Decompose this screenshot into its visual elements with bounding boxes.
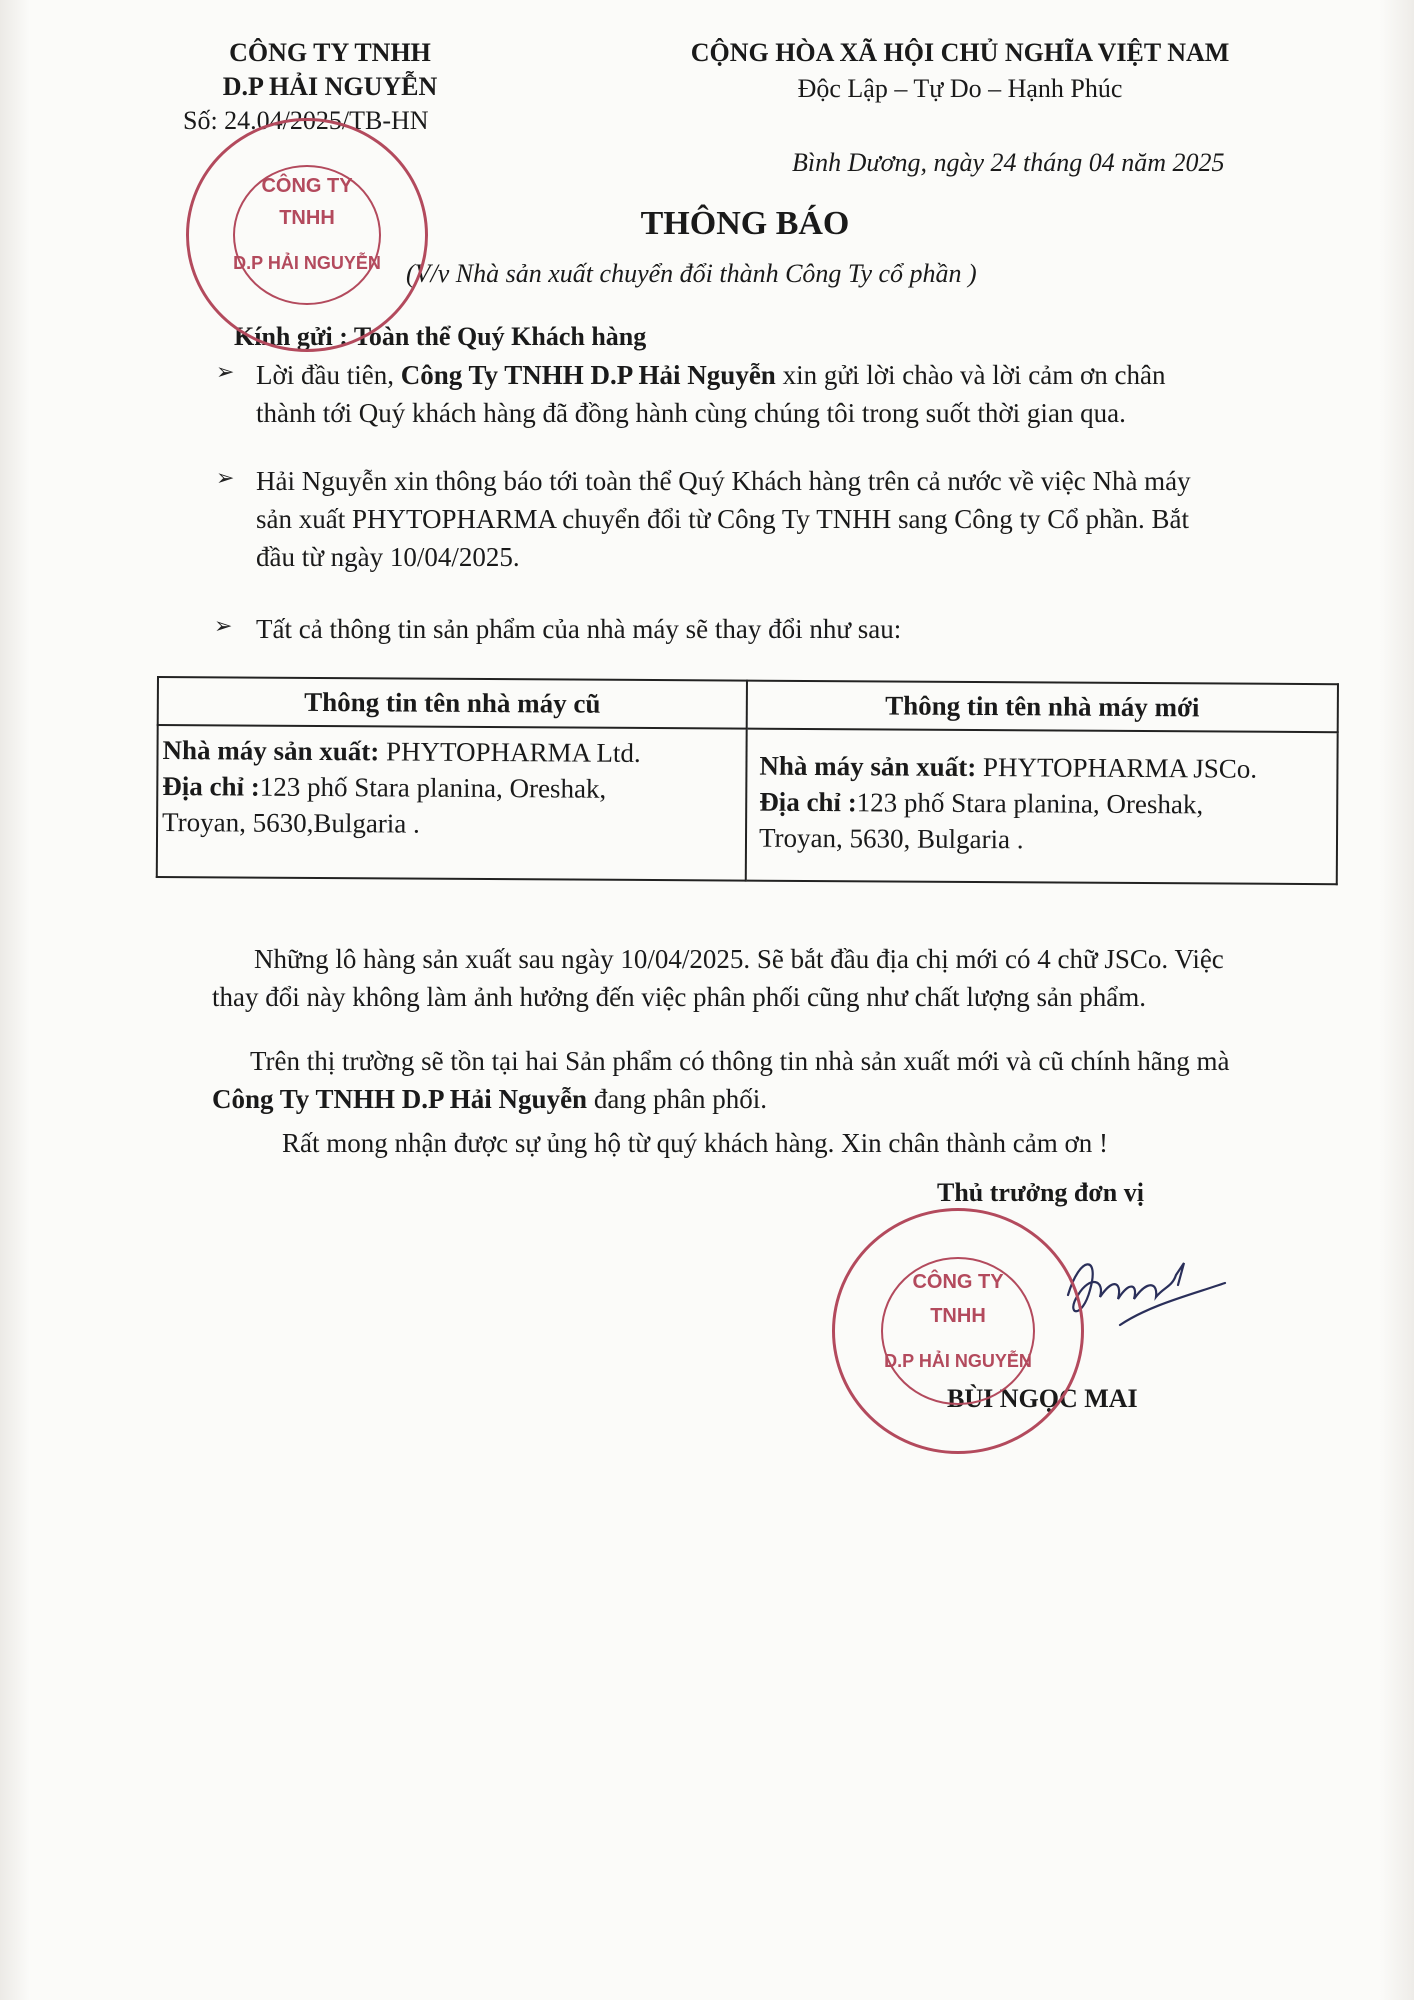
nation-title: CỘNG HÒA XÃ HỘI CHỦ NGHĨA VIỆT NAM <box>690 38 1230 67</box>
seal-top-line2: TNHH <box>279 207 335 229</box>
bullet-2-line1: Hải Nguyễn xin thông báo tới toàn thể Quý Khách hàng trên cả nước về việc Nhà máy <box>256 466 1191 496</box>
handwritten-signature-icon <box>1060 1235 1230 1355</box>
bullet-arrow-icon: ➢ <box>214 613 233 638</box>
company-name-line1: CÔNG TY TNHH <box>229 38 431 67</box>
table-header-row <box>158 677 1338 732</box>
paragraph-1-line1: Những lô hàng sản xuất sau ngày 10/04/2025. Sẽ bắt đầu địa chị mới có 4 chữ JSCo. Việc <box>254 944 1224 974</box>
seal-bottom-line3: D.P HẢI NGUYỄN <box>884 1351 1032 1371</box>
old-address-line: Địa chỉ :123 phố Stara planina, Oreshak, <box>162 771 607 804</box>
seal-top-line1: CÔNG TY <box>261 175 353 197</box>
factory-info-table <box>156 676 1339 885</box>
paragraph-3: Rất mong nhận được sự ủng hộ từ quý khách hàng. Xin chân thành cảm ơn ! <box>282 1128 1109 1158</box>
paragraph-2-line1: Trên thị trường sẽ tồn tại hai Sản phẩm có thông tin nhà sản xuất mới và cũ chính hãng mà <box>250 1046 1230 1076</box>
seal-bottom-line2: TNHH <box>930 1305 986 1327</box>
paragraph-1-line2: thay đổi này không làm ảnh hưởng đến việc phân phối cũng như chất lượng sản phẩm. <box>212 982 1147 1012</box>
company-seal-top <box>186 118 428 352</box>
paragraph-2-line2: Công Ty TNHH D.P Hải Nguyễn đang phân phối. <box>212 1084 768 1114</box>
bullet-2-line3: đầu từ ngày 10/04/2025. <box>256 542 520 572</box>
document-number: Số: 24.04/2025/TB-HN <box>183 106 429 135</box>
national-motto: Độc Lập – Tự Do – Hạnh Phúc <box>797 74 1123 103</box>
bullet-1-line2: thành tới Quý khách hàng đã đồng hành cùng chúng tôi trong suốt thời gian qua. <box>256 398 1126 428</box>
salutation: Kính gửi : Toàn thể Quý Khách hàng <box>234 322 647 351</box>
seal-top-line3: D.P HẢI NGUYỄN <box>233 253 381 273</box>
place-date: Bình Dương, ngày 24 tháng 04 năm 2025 <box>792 148 1225 177</box>
company-name-line2: D.P HẢI NGUYỄN <box>222 72 438 101</box>
old-factory-line: Nhà máy sản xuất: PHYTOPHARMA Ltd. <box>162 735 641 768</box>
old-address-line2: Troyan, 5630,Bulgaria . <box>162 807 420 839</box>
bullet-1-line1: Lời đầu tiên, Công Ty TNHH D.P Hải Nguyễn xin gửi lời chào và lời cảm ơn chân <box>256 360 1166 390</box>
bullet-3-line1: Tất cả thông tin sản phẩm của nhà máy sẽ thay đổi như sau: <box>256 614 902 644</box>
seal-bottom-line1: CÔNG TY <box>912 1271 1004 1293</box>
old-factory-cell <box>157 725 747 881</box>
new-factory-line: Nhà máy sản xuất: PHYTOPHARMA JSCo. <box>759 750 1258 784</box>
new-address-line2: Troyan, 5630, Bulgaria . <box>758 822 1024 855</box>
bullet-arrow-icon: ➢ <box>216 465 235 490</box>
bullet-arrow-icon: ➢ <box>216 359 235 384</box>
signatory-role: Thủ trưởng đơn vị <box>937 1178 1144 1207</box>
bullet-2-line2: sản xuất PHYTOPHARMA chuyển đổi từ Công Ty TNHH sang Công ty Cổ phần. Bắt <box>256 504 1190 534</box>
company-seal-bottom <box>832 1208 1084 1454</box>
signatory-name: BÙI NGỌC MAI <box>947 1384 1138 1413</box>
table-header-old: Thông tin tên nhà máy cũ <box>158 677 747 729</box>
new-factory-cell <box>746 729 1338 885</box>
document-subtitle: (V/v Nhà sản xuất chuyển đổi thành Công Ty cổ phần ) <box>406 259 977 288</box>
table-row <box>157 725 1338 884</box>
table-header-new: Thông tin tên nhà máy mới <box>747 681 1338 733</box>
document-title: THÔNG BÁO <box>640 205 850 242</box>
new-address-line: Địa chỉ :123 phố Stara planina, Oreshak, <box>759 786 1204 820</box>
